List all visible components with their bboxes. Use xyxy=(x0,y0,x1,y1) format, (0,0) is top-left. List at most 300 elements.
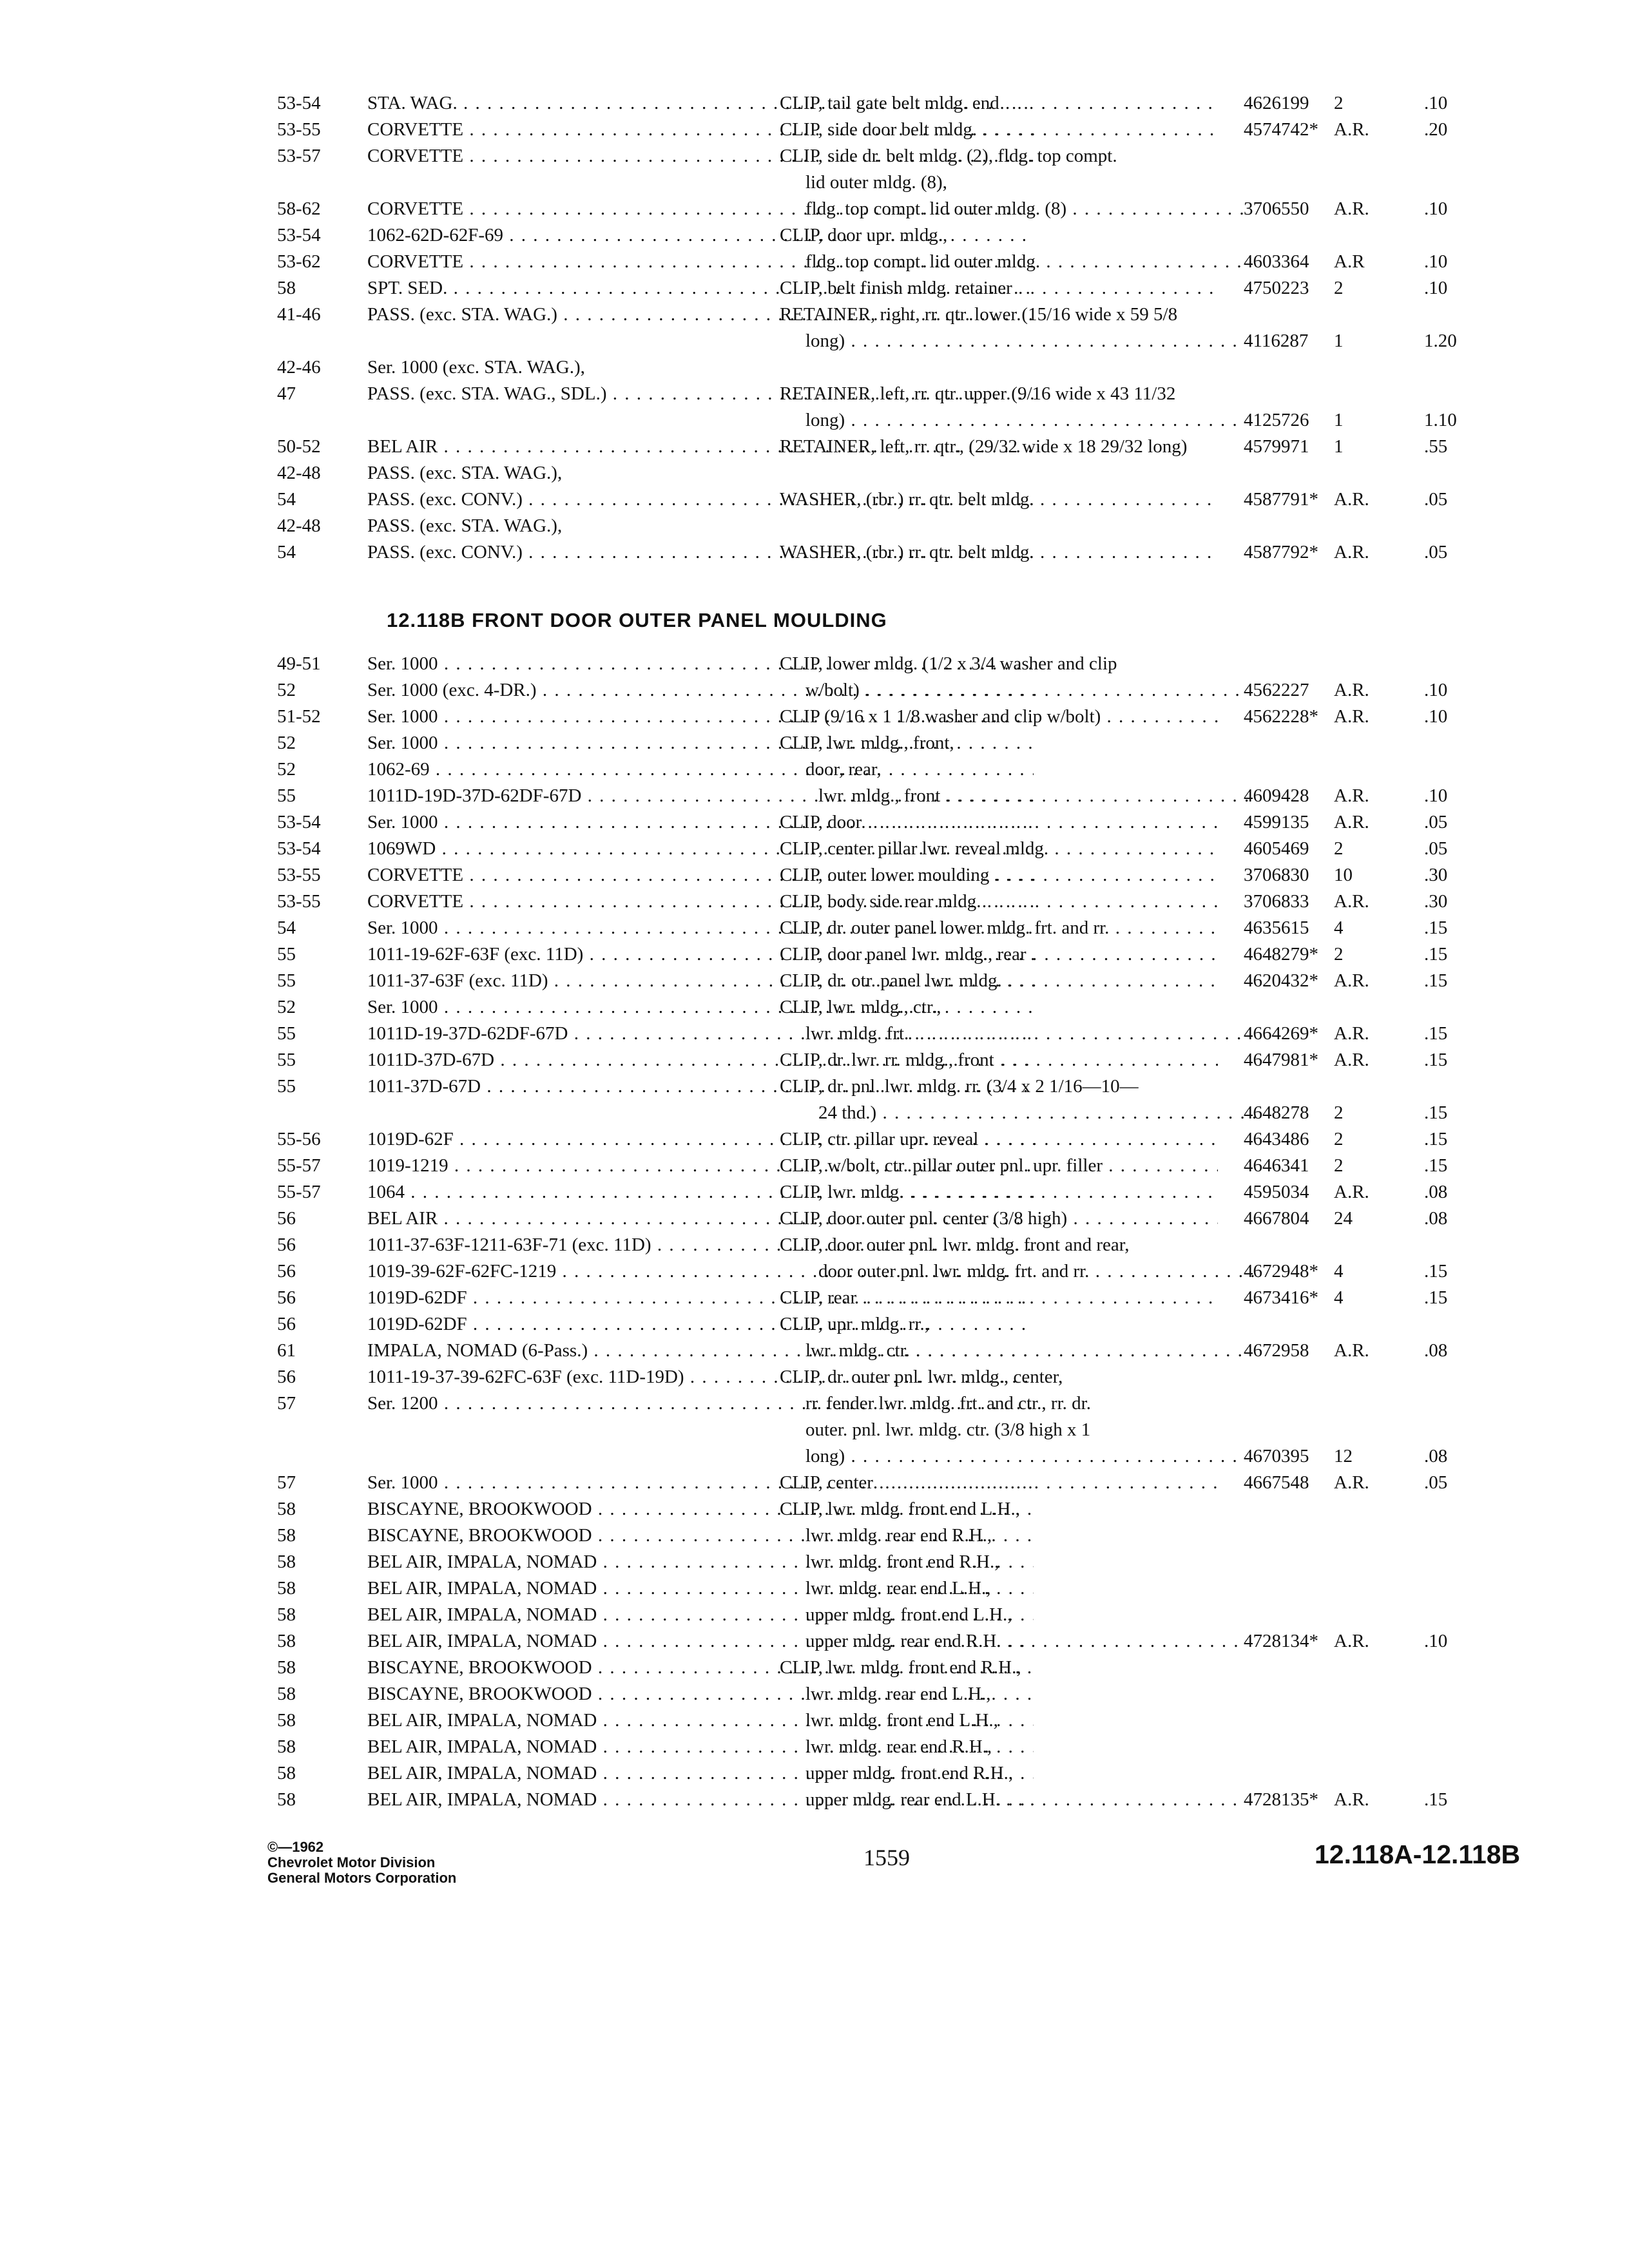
model-cell: CORVETTE . . . xyxy=(367,862,1034,889)
model-year-cell: 55 xyxy=(277,944,296,965)
model-cell: Ser. 1000 . . . xyxy=(367,730,1034,756)
price-cell: .15 xyxy=(1424,1261,1448,1282)
part-name-cell: CLIP, door outer pnl. center (3/8 high) . . . xyxy=(780,1206,1218,1232)
part-name-cell: CLIP, dr. outer panel lower mldg. frt. and rr. . . . xyxy=(780,915,1218,941)
model-year-cell: 55 xyxy=(277,1050,296,1070)
table-row xyxy=(277,915,1540,941)
quantity-cell: 2 xyxy=(1334,1129,1344,1149)
table-row xyxy=(277,1311,1540,1338)
model-year-cell: 56 xyxy=(277,1314,296,1334)
part-name-cell: lwr. mldg. rear end R.H., xyxy=(805,1736,992,1757)
quantity-cell: A.R. xyxy=(1334,1340,1369,1361)
table-row xyxy=(277,1100,1540,1126)
price-cell: .15 xyxy=(1424,1287,1448,1308)
price-cell: .15 xyxy=(1424,1050,1448,1070)
model-year-cell: 53-55 xyxy=(277,865,321,885)
part-number-cell: 4646341 xyxy=(1244,1155,1309,1176)
table-row xyxy=(277,1523,1540,1549)
model-cell: BEL AIR, IMPALA, NOMAD . . . xyxy=(367,1707,1034,1734)
model-year-cell: 53-62 xyxy=(277,251,321,272)
model-cell: Ser. 1000 . . . xyxy=(367,704,1034,730)
model-cell: Ser. 1200 . . . xyxy=(367,1390,1034,1417)
price-cell: .05 xyxy=(1424,1472,1448,1493)
quantity-cell: 1 xyxy=(1334,436,1344,457)
part-name-cell: CLIP, belt finish mldg. retainer . . . xyxy=(780,275,1218,302)
part-name-cell: CLIP, lwr. mldg. . . . xyxy=(780,1179,1218,1206)
model-year-cell: 42-46 xyxy=(277,357,321,378)
part-name-cell: CLIP, lwr. mldg., ctr., xyxy=(780,997,941,1017)
model-cell: PASS. (exc. CONV.) . . . xyxy=(367,539,1034,566)
table-row xyxy=(277,1628,1540,1655)
quantity-cell: A.R. xyxy=(1334,1472,1369,1493)
part-name-cell: CLIP, center . . . xyxy=(780,1470,1218,1496)
model-cell: 1011-19-37-39-62FC-63F (exc. 11D-19D) . . . xyxy=(367,1364,1034,1390)
part-name-cell: CLIP, dr. outer pnl. lwr. mldg., center, xyxy=(780,1367,1063,1387)
part-name-cell: lwr. mldg. rear end L.H., xyxy=(805,1684,991,1704)
table-row xyxy=(277,1153,1540,1179)
model-cell: BISCAYNE, BROOKWOOD . . . xyxy=(367,1681,1034,1707)
model-year-cell: 58 xyxy=(277,1631,296,1651)
price-cell: .15 xyxy=(1424,944,1448,965)
model-year-cell: 58 xyxy=(277,1789,296,1810)
table-row xyxy=(277,1602,1540,1628)
quantity-cell: 4 xyxy=(1334,1287,1344,1308)
table-row xyxy=(277,756,1540,783)
part-name-cell: CLIP, lwr. mldg. front end L.H., xyxy=(780,1499,1020,1519)
model-cell: BISCAYNE, BROOKWOOD . . . xyxy=(367,1655,1034,1681)
part-number-cell: 4672958 xyxy=(1244,1340,1309,1361)
part-name-cell: upper mldg. front end L.H., xyxy=(805,1604,1012,1625)
part-name-cell: CLIP, dr. lwr. rr. mldg., front . . . xyxy=(780,1047,1218,1073)
part-name-cell: lwr. mldg. frt. . . . xyxy=(780,1021,1244,1047)
model-cell: 1062-69 . . . xyxy=(367,756,1034,783)
part-name-cell: CLIP, door outer pnl. lwr. mldg. front and rear, xyxy=(780,1235,1130,1255)
model-cell: BEL AIR, IMPALA, NOMAD . . . xyxy=(367,1760,1034,1787)
part-name-cell: CLIP, lwr. mldg. front end R.H., xyxy=(780,1657,1021,1678)
table-row xyxy=(277,381,1540,407)
parts-table-a xyxy=(277,90,1540,566)
part-number-cell: 4603364 xyxy=(1244,251,1309,272)
table-row xyxy=(277,486,1540,513)
model-cell: 1011-37-63F (exc. 11D) . . . xyxy=(367,968,1034,994)
table-row xyxy=(277,651,1540,677)
table-row xyxy=(277,1390,1540,1417)
quantity-cell: 2 xyxy=(1334,93,1344,113)
table-row xyxy=(277,1681,1540,1707)
model-cell: CORVETTE . . . xyxy=(367,249,1034,275)
model-year-cell: 50-52 xyxy=(277,436,321,457)
quantity-cell: 2 xyxy=(1334,944,1344,965)
price-cell: .10 xyxy=(1424,1631,1448,1651)
model-year-cell: 53-54 xyxy=(277,93,321,113)
model-cell: Ser. 1000 . . . xyxy=(367,1470,1034,1496)
model-cell: BISCAYNE, BROOKWOOD . . . xyxy=(367,1496,1034,1523)
model-year-cell: 54 xyxy=(277,918,296,938)
part-name-cell: CLIP, door upr. mldg., xyxy=(780,225,948,245)
quantity-cell: A.R xyxy=(1334,251,1365,272)
quantity-cell: A.R. xyxy=(1334,1789,1369,1810)
model-year-cell: 49-51 xyxy=(277,653,321,674)
part-name-cell: CLIP, lower mldg. (1/2 x 3/4 washer and clip xyxy=(780,653,1117,674)
page-number: 1559 xyxy=(863,1845,910,1870)
price-cell: .10 xyxy=(1424,706,1448,727)
price-cell: .20 xyxy=(1424,119,1448,140)
model-cell: 1069WD . . . xyxy=(367,836,1034,862)
part-name-cell: lwr. mldg. front end L.H., xyxy=(805,1710,998,1731)
price-cell: .10 xyxy=(1424,278,1448,298)
table-row xyxy=(277,1258,1540,1285)
quantity-cell: 4 xyxy=(1334,918,1344,938)
table-row xyxy=(277,1549,1540,1575)
price-cell: .10 xyxy=(1424,93,1448,113)
quantity-cell: 1 xyxy=(1334,410,1344,430)
model-cell: BEL AIR, IMPALA, NOMAD . . . xyxy=(367,1628,1034,1655)
part-number-cell: 4647981* xyxy=(1244,1050,1318,1070)
model-year-cell: 58 xyxy=(277,1763,296,1783)
model-cell: SPT. SED. . . . xyxy=(367,275,1034,302)
part-name-cell: CLIP, dr. otr. panel lwr. mldg. . . . xyxy=(780,968,1218,994)
part-name-cell: CLIP, outer lower moulding . . . xyxy=(780,862,1218,889)
price-cell: .10 xyxy=(1424,785,1448,806)
table-row xyxy=(277,354,1540,381)
model-year-cell: 58 xyxy=(277,1710,296,1731)
corporation-name: General Motors Corporation xyxy=(267,1870,457,1886)
model-cell: 1011-19-62F-63F (exc. 11D) . . . xyxy=(367,941,1034,968)
model-cell: BEL AIR, IMPALA, NOMAD . . . xyxy=(367,1602,1034,1628)
model-year-cell: 58 xyxy=(277,1736,296,1757)
table-row xyxy=(277,941,1540,968)
model-year-cell: 56 xyxy=(277,1367,296,1387)
model-year-cell: 55 xyxy=(277,970,296,991)
table-row xyxy=(277,328,1540,354)
price-cell: .15 xyxy=(1424,970,1448,991)
model-year-cell: 53-54 xyxy=(277,812,321,832)
quantity-cell: A.R. xyxy=(1334,680,1369,700)
model-cell: 1019-39-62F-62FC-1219 . . . xyxy=(367,1258,1034,1285)
part-number-cell: 4587792* xyxy=(1244,542,1318,562)
model-year-cell: 54 xyxy=(277,489,296,510)
part-number-cell: 4574742* xyxy=(1244,119,1318,140)
table-row xyxy=(277,407,1540,434)
part-number-cell: 4728134* xyxy=(1244,1631,1318,1651)
table-row xyxy=(277,677,1540,704)
price-cell: .55 xyxy=(1424,436,1448,457)
quantity-cell: 2 xyxy=(1334,838,1344,859)
copyright: ©—1962 xyxy=(267,1839,324,1855)
model-year-cell: 58 xyxy=(277,1657,296,1678)
part-name-cell: lid outer mldg. (8), xyxy=(805,172,947,193)
part-name-cell: upper mldg. front end R.H., xyxy=(805,1763,1014,1783)
model-year-cell: 56 xyxy=(277,1235,296,1255)
model-cell: PASS. (exc. STA. WAG.), xyxy=(367,515,563,536)
model-cell: Ser. 1000 . . . xyxy=(367,651,1034,677)
table-row xyxy=(277,196,1540,222)
model-year-cell: 52 xyxy=(277,733,296,753)
model-cell: BEL AIR, IMPALA, NOMAD . . . xyxy=(367,1734,1034,1760)
footer-publisher xyxy=(267,1840,456,1886)
part-name-cell: upper mldg. rear end R.H. . . . xyxy=(780,1628,1244,1655)
quantity-cell: A.R. xyxy=(1334,970,1369,991)
model-cell: BEL AIR . . . xyxy=(367,1206,1034,1232)
quantity-cell: A.R. xyxy=(1334,542,1369,562)
part-name-cell: 24 thd.) . . . xyxy=(780,1100,1257,1126)
quantity-cell: A.R. xyxy=(1334,812,1369,832)
table-row xyxy=(277,1338,1540,1364)
model-cell: 1011D-19-37D-62DF-67D . . . xyxy=(367,1021,1034,1047)
part-number-cell: 4605469 xyxy=(1244,838,1309,859)
table-row xyxy=(277,1470,1540,1496)
part-number-cell: 4648278 xyxy=(1244,1102,1309,1123)
section-title: 12.118B FRONT DOOR OUTER PANEL MOULDING xyxy=(387,609,887,631)
model-cell: 1011-37-63F-1211-63F-71 (exc. 11D) . . . xyxy=(367,1232,1034,1258)
price-cell: .05 xyxy=(1424,542,1448,562)
model-cell: PASS. (exc. STA. WAG., SDL.) . . . xyxy=(367,381,1034,407)
model-year-cell: 57 xyxy=(277,1393,296,1414)
quantity-cell: 12 xyxy=(1334,1446,1353,1466)
part-number-cell: 4626199 xyxy=(1244,93,1309,113)
model-year-cell: 42-48 xyxy=(277,463,321,483)
model-cell: 1019D-62DF . . . xyxy=(367,1285,1034,1311)
part-name-cell: CLIP, side dr. belt mldg. (2), fldg. top compt. xyxy=(780,146,1117,166)
price-cell: .15 xyxy=(1424,1155,1448,1176)
model-cell: 1011D-37D-67D . . . xyxy=(367,1047,1034,1073)
price-cell: .08 xyxy=(1424,1182,1448,1202)
part-name-cell: CLIP, ctr. pillar upr. reveal . . . xyxy=(780,1126,1218,1153)
part-name-cell: CLIP, body side rear mldg. . . . xyxy=(780,889,1218,915)
part-name-cell: upper mldg. rear end L.H. . . . xyxy=(780,1787,1244,1813)
model-year-cell: 53-55 xyxy=(277,119,321,140)
model-cell: BEL AIR . . . xyxy=(367,434,1034,460)
model-cell: 1019D-62DF . . . xyxy=(367,1311,1034,1338)
table-row xyxy=(277,1707,1540,1734)
model-cell: IMPALA, NOMAD (6-Pass.) . . . xyxy=(367,1338,1034,1364)
table-row xyxy=(277,1417,1540,1443)
table-row xyxy=(277,434,1540,460)
table-row xyxy=(277,730,1540,756)
model-year-cell: 58 xyxy=(277,1499,296,1519)
part-name-cell: lwr. mldg. rear end R.H., xyxy=(805,1525,992,1546)
part-name-cell: WASHER, (rbr.) rr. qtr. belt mldg. . . . xyxy=(780,539,1218,566)
part-number-cell: 4579971 xyxy=(1244,436,1309,457)
part-name-cell: CLIP, center pillar lwr. reveal mldg. . . . xyxy=(780,836,1218,862)
model-cell: Ser. 1000 . . . xyxy=(367,915,1034,941)
quantity-cell: A.R. xyxy=(1334,1023,1369,1044)
model-cell: CORVETTE . . . xyxy=(367,889,1034,915)
part-number-cell: 4635615 xyxy=(1244,918,1309,938)
table-row xyxy=(277,1179,1540,1206)
table-row xyxy=(277,968,1540,994)
quantity-cell: A.R. xyxy=(1334,785,1369,806)
model-year-cell: 42-48 xyxy=(277,515,321,536)
model-year-cell: 53-55 xyxy=(277,891,321,912)
price-cell: .10 xyxy=(1424,251,1448,272)
model-cell: 1019D-62F . . . xyxy=(367,1126,1034,1153)
part-number-cell: 4125726 xyxy=(1244,410,1309,430)
price-cell: .05 xyxy=(1424,812,1448,832)
price-cell: .15 xyxy=(1424,1129,1448,1149)
model-year-cell: 58 xyxy=(277,1525,296,1546)
table-row xyxy=(277,1734,1540,1760)
price-cell: .10 xyxy=(1424,198,1448,219)
model-year-cell: 58 xyxy=(277,278,296,298)
model-year-cell: 51-52 xyxy=(277,706,321,727)
quantity-cell: A.R. xyxy=(1334,1631,1369,1651)
model-cell: 1064 . . . xyxy=(367,1179,1034,1206)
model-year-cell: 55 xyxy=(277,1076,296,1097)
part-number-cell: 4562228* xyxy=(1244,706,1318,727)
part-name-cell: CLIP, rear . . . xyxy=(780,1285,1218,1311)
table-row xyxy=(277,704,1540,730)
parts-table-b xyxy=(277,651,1540,1813)
part-name-cell: RETAINER, left, rr. qtr., (29/32 wide x 18 29/32 long) xyxy=(780,436,1188,457)
price-cell: .15 xyxy=(1424,1023,1448,1044)
quantity-cell: A.R. xyxy=(1334,706,1369,727)
table-row xyxy=(277,1787,1540,1813)
model-year-cell: 58-62 xyxy=(277,198,321,219)
price-cell: .08 xyxy=(1424,1340,1448,1361)
model-cell: PASS. (exc. STA. WAG.), xyxy=(367,463,563,483)
table-row xyxy=(277,302,1540,328)
part-name-cell: CLIP, door . . . xyxy=(780,809,1218,836)
model-year-cell: 53-54 xyxy=(277,225,321,245)
quantity-cell: A.R. xyxy=(1334,891,1369,912)
table-row xyxy=(277,1575,1540,1602)
model-year-cell: 52 xyxy=(277,680,296,700)
part-number-cell: 4648279* xyxy=(1244,944,1318,965)
model-cell: Ser. 1000 . . . xyxy=(367,809,1034,836)
part-name-cell: w/bolt) . . . xyxy=(780,677,1244,704)
table-row xyxy=(277,1206,1540,1232)
part-number-cell: 4728135* xyxy=(1244,1789,1318,1810)
model-year-cell: 55-57 xyxy=(277,1155,321,1176)
quantity-cell: A.R. xyxy=(1334,489,1369,510)
model-year-cell: 56 xyxy=(277,1208,296,1229)
model-cell: Ser. 1000 (exc. 4-DR.) . . . xyxy=(367,677,1034,704)
price-cell: .05 xyxy=(1424,838,1448,859)
table-row xyxy=(277,836,1540,862)
table-row xyxy=(277,1443,1540,1470)
part-name-cell: fldg. top compt. lid outer mldg. . . . xyxy=(780,249,1244,275)
part-name-cell: CLIP, dr. pnl. lwr. mldg. rr. (3/4 x 2 1/16—10— xyxy=(780,1076,1139,1097)
table-row xyxy=(277,1047,1540,1073)
model-year-cell: 52 xyxy=(277,759,296,780)
part-number-cell: 4609428 xyxy=(1244,785,1309,806)
model-year-cell: 53-54 xyxy=(277,838,321,859)
part-number-cell: 4672948* xyxy=(1244,1261,1318,1282)
part-name-cell: long) . . . xyxy=(780,407,1244,434)
part-number-cell: 4562227 xyxy=(1244,680,1309,700)
table-row xyxy=(277,1655,1540,1681)
model-cell: PASS. (exc. STA. WAG.) . . . xyxy=(367,302,1034,328)
part-number-cell: 4664269* xyxy=(1244,1023,1318,1044)
price-cell: 1.20 xyxy=(1424,331,1457,351)
table-row xyxy=(277,862,1540,889)
model-year-cell: 57 xyxy=(277,1472,296,1493)
part-name-cell: fldg. top compt. lid outer mldg. (8) . . . xyxy=(780,196,1244,222)
price-cell: .15 xyxy=(1424,1102,1448,1123)
part-name-cell: CLIP, tail gate belt mldg. end . . . xyxy=(780,90,1218,117)
table-row xyxy=(277,994,1540,1021)
model-cell: CORVETTE . . . xyxy=(367,143,1034,169)
model-cell: BEL AIR, IMPALA, NOMAD . . . xyxy=(367,1575,1034,1602)
part-name-cell: lwr. mldg. ctr. . . . xyxy=(780,1338,1244,1364)
part-name-cell: door, rear, xyxy=(805,759,882,780)
part-number-cell: 4670395 xyxy=(1244,1446,1309,1466)
table-row xyxy=(277,889,1540,915)
quantity-cell: A.R. xyxy=(1334,1182,1369,1202)
part-number-cell: 4587791* xyxy=(1244,489,1318,510)
model-year-cell: 55 xyxy=(277,785,296,806)
model-cell: 1011D-19D-37D-62DF-67D . . . xyxy=(367,783,1034,809)
table-row xyxy=(277,513,1540,539)
table-row xyxy=(277,539,1540,566)
price-cell: .15 xyxy=(1424,918,1448,938)
table-row xyxy=(277,1126,1540,1153)
part-name-cell: door outer pnl. lwr. mldg. frt. and rr. . . . xyxy=(780,1258,1257,1285)
part-name-cell: CLIP, door panel lwr. mldg., rear . . . xyxy=(780,941,1218,968)
part-number-cell: 4667804 xyxy=(1244,1208,1309,1229)
quantity-cell: 2 xyxy=(1334,1155,1344,1176)
part-name-cell: lwr. mldg. front end R.H., xyxy=(805,1552,999,1572)
table-row xyxy=(277,460,1540,486)
table-row xyxy=(277,1364,1540,1390)
model-year-cell: 58 xyxy=(277,1578,296,1599)
part-number-cell: 3706830 xyxy=(1244,865,1309,885)
model-cell: CORVETTE . . . xyxy=(367,196,1034,222)
price-cell: .30 xyxy=(1424,865,1448,885)
section-reference: 12.118A-12.118B xyxy=(1315,1840,1521,1869)
part-name-cell: lwr. mldg. rear end L.H., xyxy=(805,1578,991,1599)
table-row xyxy=(277,117,1540,143)
part-number-cell: 4643486 xyxy=(1244,1129,1309,1149)
part-number-cell: 4595034 xyxy=(1244,1182,1309,1202)
table-row xyxy=(277,1021,1540,1047)
price-cell: .10 xyxy=(1424,680,1448,700)
model-year-cell: 58 xyxy=(277,1604,296,1625)
table-row xyxy=(277,1496,1540,1523)
part-name-cell: CLIP, upr. mldg. rr., xyxy=(780,1314,930,1334)
model-year-cell: 61 xyxy=(277,1340,296,1361)
price-cell: .15 xyxy=(1424,1789,1448,1810)
model-year-cell: 56 xyxy=(277,1287,296,1308)
part-number-cell: 4673416* xyxy=(1244,1287,1318,1308)
model-year-cell: 41-46 xyxy=(277,304,321,325)
quantity-cell: 10 xyxy=(1334,865,1353,885)
part-name-cell: CLIP (9/16 x 1 1/8 washer and clip w/bolt) . . . xyxy=(780,704,1218,730)
quantity-cell: 24 xyxy=(1334,1208,1353,1229)
part-name-cell: RETAINER, right, rr. qtr. lower (15/16 wide x 59 5/8 xyxy=(780,304,1178,325)
part-number-cell: 3706550 xyxy=(1244,198,1309,219)
table-row xyxy=(277,783,1540,809)
price-cell: 1.10 xyxy=(1424,410,1457,430)
part-name-cell: lwr. mldg., front . . . xyxy=(780,783,1257,809)
table-row xyxy=(277,143,1540,169)
model-cell: CORVETTE . . . xyxy=(367,117,1034,143)
table-row xyxy=(277,1285,1540,1311)
model-cell: 1011-37D-67D . . . xyxy=(367,1073,1034,1100)
model-cell: BEL AIR, IMPALA, NOMAD . . . xyxy=(367,1787,1034,1813)
part-number-cell: 4620432* xyxy=(1244,970,1318,991)
part-name-cell: RETAINER, left, rr. qtr. upper (9/16 wide x 43 11/32 xyxy=(780,383,1176,404)
part-number-cell: 4116287 xyxy=(1244,331,1309,351)
part-name-cell: rr. fender lwr. mldg. frt. and ctr., rr. dr. xyxy=(805,1393,1091,1414)
price-cell: .30 xyxy=(1424,891,1448,912)
part-name-cell: long) . . . xyxy=(780,328,1244,354)
table-row xyxy=(277,1232,1540,1258)
part-number-cell: 4750223 xyxy=(1244,278,1309,298)
model-year-cell: 55-56 xyxy=(277,1129,321,1149)
model-cell: 1062-62D-62F-69 . . . xyxy=(367,222,1034,249)
